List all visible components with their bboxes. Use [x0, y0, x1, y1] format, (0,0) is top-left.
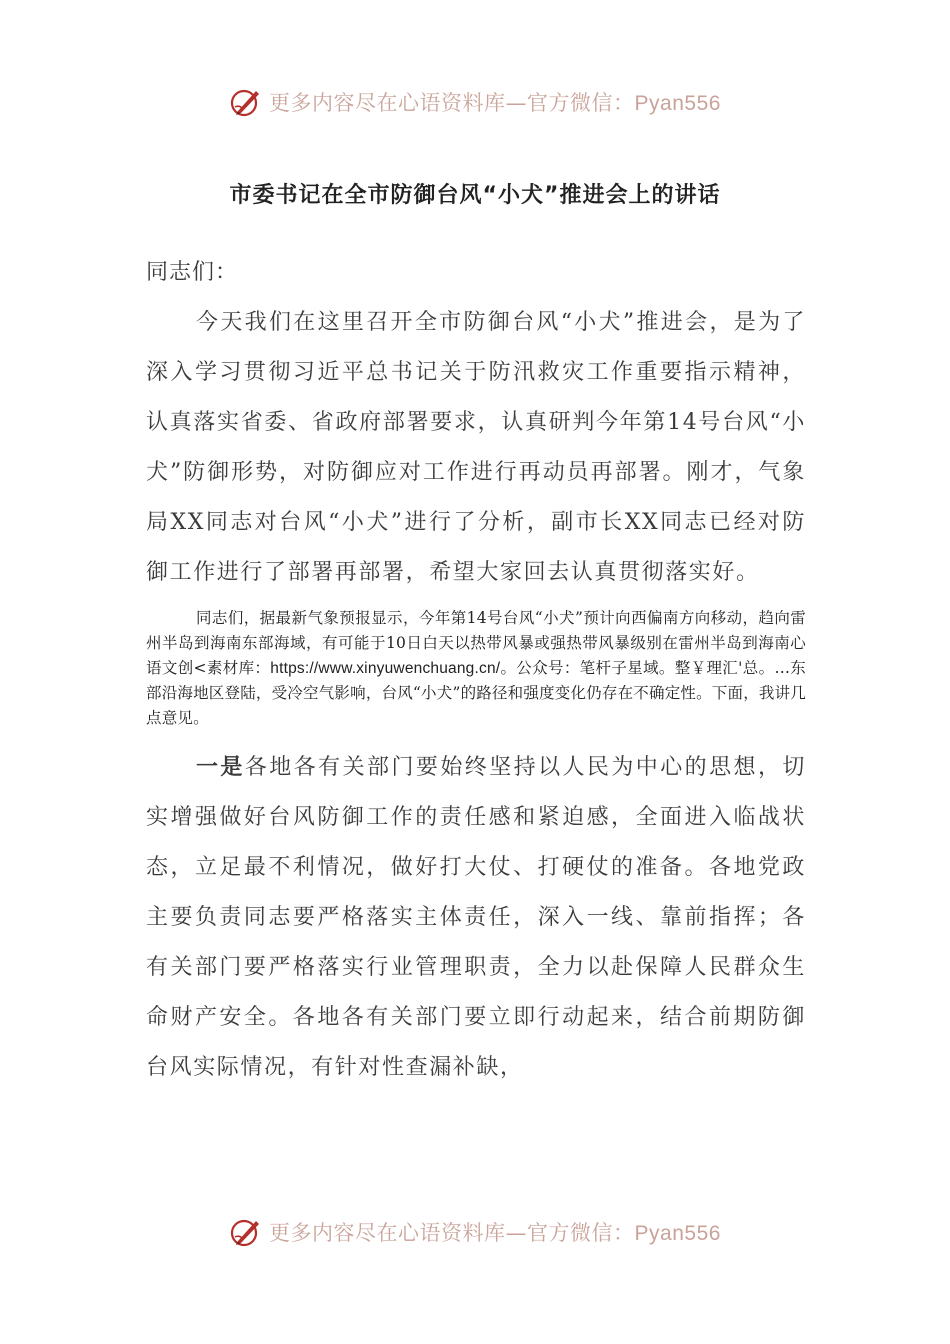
document-title: 市委书记在全市防御台风“小犬”推进会上的讲话: [229, 183, 721, 208]
header-label: 官方微信：: [527, 91, 635, 115]
header-banner-text: [269, 87, 721, 117]
source-url: https://www.xinyuwenchuang.cn/: [270, 660, 501, 677]
point-one-lead: 一是: [196, 755, 245, 780]
footer-banner: [0, 1212, 950, 1252]
footer-banner-text: [269, 1217, 721, 1247]
forecast-text-before: 同志们，据最新气象预报显示，今年第14号台风“小犬”预计向西偏南方向移动，趋向雷州半岛到海南东部海域，有可能于10日白天以热带风暴或强热带风暴级别在雷州半岛到海南心语文创<素材库：: [146, 609, 806, 677]
header-wechat-id: Pyan556: [634, 92, 721, 115]
point-one-text: 各地各有关部门要始终坚持以人民为中心的思想，切实增强做好台风防御工作的责任感和紧迫感，全面进入临战状态，立足最不利情况，做好打大仗、打硬仗的准备。各地党政主要负责同志要严格落实主体责任，深入一线、靠前指挥；各有关部门要严格落实行业管理职责，全力以赴保障人民群众生命财产安全。各地各有关部门要立即行动起来，结合前期防御台风实际情况，有针对性查漏补缺，: [146, 755, 806, 1080]
greeting: 同志们：: [146, 260, 239, 285]
paragraph-forecast: [146, 606, 806, 731]
forecast-text-after: 。公众号：笔杆子星域。整￥理汇'总。…东部沿海地区登陆，受冷空气影响，台风“小犬”的路径和强度变化仍存在不确定性。下面，我讲几点意见。: [146, 659, 807, 727]
footer-brand: 更多内容尽在心语资料库: [269, 1221, 506, 1245]
document-body: [146, 248, 806, 1093]
header-dash: —: [505, 91, 528, 115]
paragraph-intro: 今天我们在这里召开全市防御台风“小犬”推进会，是为了深入学习贯彻习近平总书记关于防汛救灾工作重要指示精神，认真落实省委、省政府部署要求，认真研判今年第14号台风“小犬”防御形势，对防御应对工作进行再动员再部署。刚才，气象局XX同志对台风“小犬”进行了分析，副市长XX同志已经对防御工作进行了部署再部署，希望大家回去认真贯彻落实好。: [146, 310, 806, 585]
paragraph-point-one: [146, 743, 806, 1093]
pen-logo-icon: [229, 85, 263, 119]
footer-wechat-id: Pyan556: [634, 1222, 721, 1245]
header-banner: [0, 82, 950, 122]
header-brand: 更多内容尽在心语资料库: [269, 91, 506, 115]
footer-dash: —: [505, 1221, 528, 1245]
footer-label: 官方微信：: [527, 1221, 635, 1245]
pen-logo-icon: [229, 1215, 263, 1249]
